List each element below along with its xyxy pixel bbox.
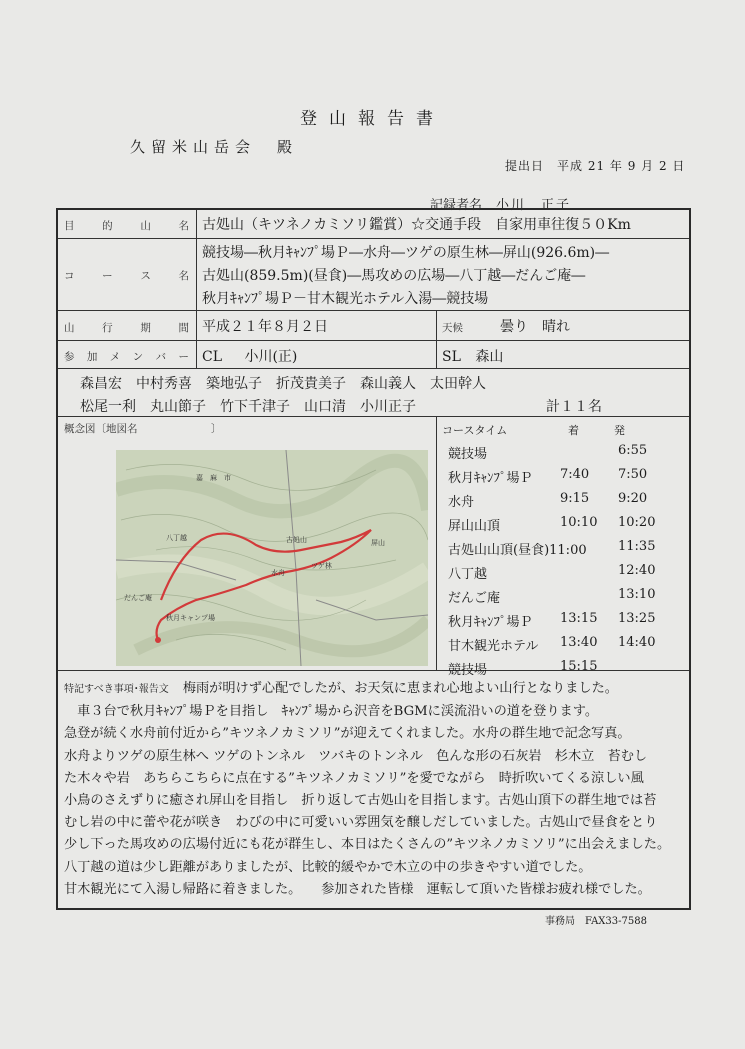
members-line-2: 松尾一利 丸山節子 竹下千津子 山口清 小川正子 <box>80 399 416 415</box>
notes-line: 甘木観光にて入湯し帰路に着きました。 参加された皆様 運転して頂いた皆様お疲れ様でした。 <box>64 881 651 897</box>
members-label: 参 加 メ ン バ ー <box>64 351 189 363</box>
period-value: 平成２１年８月２日 <box>202 319 328 335</box>
members-line-1: 森昌宏 中村秀喜 築地弘子 折茂貴美子 森山義人 太田幹人 <box>80 376 486 392</box>
course-time-row: 競技場 6:55 <box>448 443 648 462</box>
course-time-row: だんご庵 13:10 <box>448 587 656 606</box>
map-label-tsuge: ツゲ林 <box>311 562 332 570</box>
map-label-camp: 秋月キャンプ場 <box>166 614 215 622</box>
map-label-mizubune: 水舟 <box>271 569 285 577</box>
map-label-hatchogoe: 八丁越 <box>166 534 187 542</box>
notes-line: 急登が続く水舟前付近から”キツネノカミソリ”が迎えてくれました。水舟の群生地で記念写真。 <box>64 726 631 742</box>
course-time-row: 八丁越 12:40 <box>448 563 656 582</box>
course-time-row: 屏山山頂 10:10 10:20 <box>448 515 656 534</box>
report-notes <box>64 678 689 901</box>
arrive-label: 着 <box>568 424 579 437</box>
course-time-label: コースタイム <box>442 424 508 437</box>
members-total: 計１１名 <box>546 396 602 417</box>
mountain-value: 古処山（キツネノカミソリ鑑賞）☆交通手段 自家用車往復５０Km <box>202 217 631 233</box>
office-fax: 事務局 FAX33-7588 <box>545 916 647 927</box>
course-time-row: 秋月ｷｬﾝﾌﾟ場Ｐ 13:15 13:25 <box>448 611 656 630</box>
recorder-label: 記録者名 <box>430 198 483 213</box>
notes-line: 少し下った馬攻めの広場付近にも花が群生し、本日はたくさんの”キツネノカミソリ”に出会えました。 <box>64 837 671 853</box>
recorder-name: 小川 正子 <box>496 198 572 213</box>
cl <box>202 346 297 366</box>
course-label: コ ー ス 名 <box>64 270 189 282</box>
route-map-graphic <box>116 450 428 666</box>
cl-value: 小川(正) <box>244 349 298 365</box>
course-time-row: 甘木観光ホテル 13:40 14:40 <box>448 635 656 654</box>
map-label-hei: 屏山 <box>371 539 385 547</box>
submit-date: 提出日 平成 21 年 9 月 2 日 <box>505 159 686 173</box>
notes-line: 小鳥のさえずりに癒され屏山を目指し 折り返して古処山を目指します。古処山頂下の群生地では苔 <box>64 793 657 809</box>
weather-label: 天候 <box>442 322 463 334</box>
notes-line: むし岩の中に蕾や花が咲き わびの中に可愛いい雰囲気を醸しだしていました。古処山で昼食をとり <box>64 815 658 831</box>
notes-line: 八丁越の道は少し距離がありましたが、比較的緩やかで木立の中の歩きやすい道でした。 <box>64 859 592 875</box>
course-time-header <box>442 422 625 438</box>
notes-line: 梅雨が明けず心配でしたが、お天気に恵まれ心地よい山行となりました。 <box>182 681 618 696</box>
notes-label: 特記すべき事項･報告文 <box>64 684 169 695</box>
course-time-row: 古処山山頂(昼食)11:00 11:35 <box>448 539 656 558</box>
map-label-kosho: 古処山 <box>286 536 307 544</box>
course-time-row: 秋月ｷｬﾝﾌﾟ場Ｐ 7:40 7:50 <box>448 467 648 486</box>
cl-label: CL <box>202 349 223 365</box>
notes-line: 車３台で秋月ｷｬﾝﾌﾟ場Ｐを目指し ｷｬﾝﾌﾟ場から沢音をBGMに渓流沿いの道を登ります。 <box>64 704 599 720</box>
map-label: 概念図〔地図名 〕 <box>64 423 222 435</box>
course-time-row: 水舟 9:15 9:20 <box>448 491 648 510</box>
route-map <box>116 450 428 666</box>
course-line-2: 古処山(859.5m)(昼食)―馬攻めの広場―八丁越―だんご庵― <box>202 268 586 284</box>
notes-line: た木々や岩 あちらこちらに点在する”キツネノカミソリ”を愛でながら 時折吹いてくる涼しい風 <box>64 770 644 786</box>
course-time-row: 競技場 15:15 <box>448 659 598 678</box>
notes-line: 水舟よりツゲの原生林へ ツゲのトンネル ツバキのトンネル 色んな形の石灰岩 杉木立 苔むし <box>64 748 648 764</box>
sl <box>442 346 503 366</box>
sl-value: 森山 <box>475 349 504 365</box>
period-label: 山 行 期 間 <box>64 322 189 334</box>
weather-value: 曇り 晴れ <box>500 319 570 335</box>
document-title: 登山報告書 <box>300 109 445 129</box>
mountain-label: 目 的 山 名 <box>64 220 189 232</box>
depart-label: 発 <box>614 424 625 437</box>
sl-label: SL <box>442 349 461 365</box>
course-line-3: 秋月ｷｬﾝﾌﾟ場Ｐ－甘木観光ホテル入湯―競技場 <box>202 291 489 307</box>
map-label-city: 嘉 麻 市 <box>196 474 231 482</box>
addressee: 久留米山岳会 殿 <box>130 138 299 156</box>
course-line-1: 競技場―秋月ｷｬﾝﾌﾟ場Ｐ―水舟―ツゲの原生林―屏山(926.6m)― <box>202 245 610 261</box>
map-label-dangoan: だんご庵 <box>124 594 152 602</box>
report-form <box>56 208 691 910</box>
